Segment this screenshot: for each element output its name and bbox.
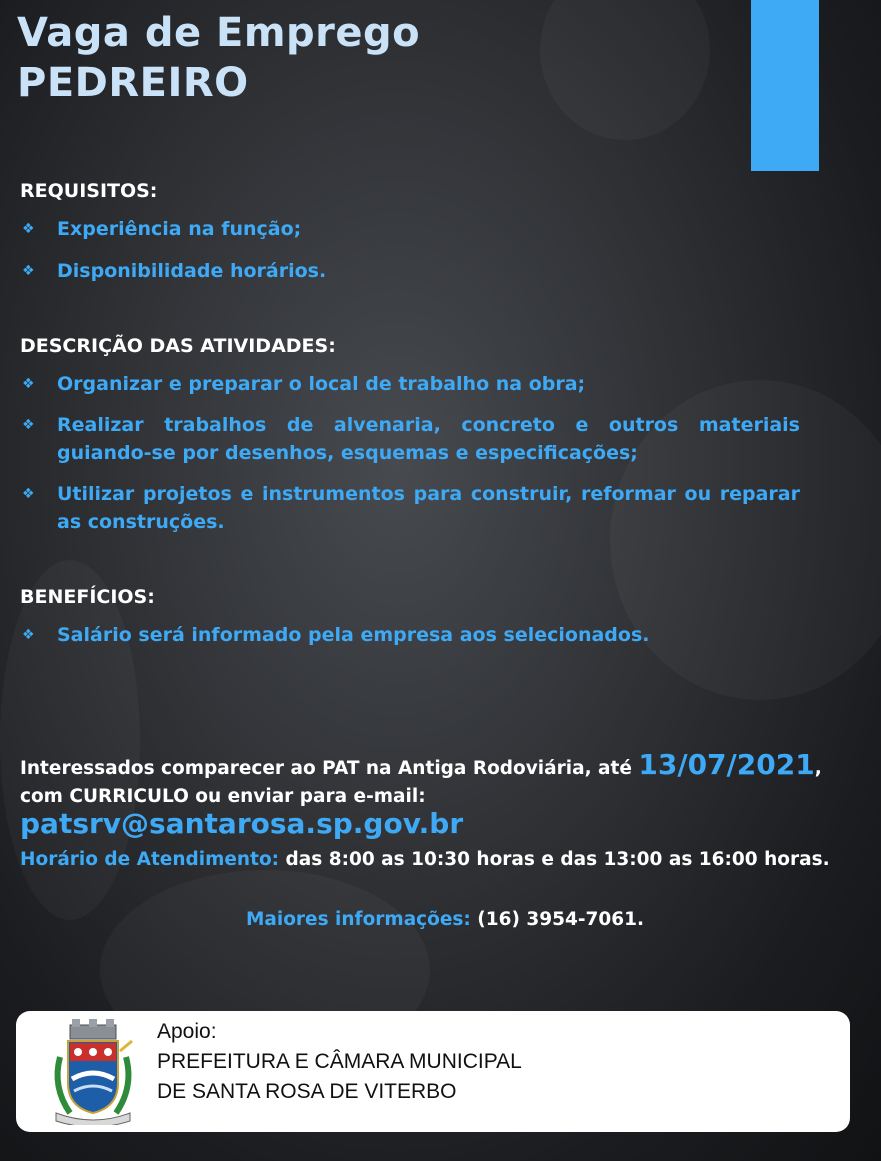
list-item: [20, 411, 800, 467]
email-line: [20, 786, 870, 840]
requirements-list: [20, 215, 800, 285]
benefits-heading: BENEFÍCIOS:: [20, 586, 155, 608]
list-item: [20, 370, 800, 398]
title-line-2: PEDREIRO: [17, 60, 249, 106]
apply-instructions: [20, 748, 870, 781]
support-label: Apoio:: [157, 1020, 217, 1043]
diamond-bullet-icon: ❖: [22, 486, 35, 502]
list-item: [20, 480, 800, 536]
deadline-date: 13/07/2021: [638, 748, 815, 781]
support-line-1: PREFEITURA E CÂMARA MUNICIPAL: [157, 1050, 522, 1073]
hours-line: [20, 849, 870, 870]
list-item-text: Utilizar projetos e instrumentos para construir, reformar ou reparar as construções.: [57, 483, 800, 533]
list-item-text: Organizar e preparar o local de trabalho na obra;: [57, 373, 586, 395]
activities-list: [20, 370, 800, 536]
hours-value: das 8:00 as 10:30 horas e das 13:00 as 16:00 horas.: [285, 849, 830, 870]
email-link[interactable]: patsrv@santarosa.sp.gov.br: [20, 807, 464, 840]
list-item-text: Disponibilidade horários.: [57, 260, 327, 282]
hours-label: Horário de Atendimento:: [20, 849, 280, 870]
diamond-bullet-icon: ❖: [22, 221, 35, 237]
diamond-bullet-icon: ❖: [22, 376, 35, 392]
support-text: [157, 1017, 522, 1107]
info-line: [20, 909, 870, 930]
support-line-2: DE SANTA ROSA DE VITERBO: [157, 1080, 457, 1103]
activities-section: [20, 335, 800, 536]
apply-text: Interessados comparecer ao PAT na Antiga Rodoviária, até: [20, 758, 632, 779]
list-item: [20, 215, 800, 243]
list-item: [20, 621, 800, 649]
accent-bar: [751, 0, 819, 171]
bokeh-circle: [540, 0, 710, 140]
diamond-bullet-icon: ❖: [22, 627, 35, 643]
list-item-text: Salário será informado pela empresa aos selecionados.: [57, 624, 650, 646]
activities-heading: DESCRIÇÃO DAS ATIVIDADES:: [20, 335, 336, 357]
title-line-1: Vaga de Emprego: [17, 10, 421, 56]
info-label: Maiores informações:: [245, 909, 471, 930]
support-box: [16, 1011, 850, 1132]
page-title: [17, 8, 420, 108]
requirements-heading: REQUISITOS:: [20, 180, 158, 202]
email-prompt: com CURRICULO ou enviar para e-mail:: [20, 786, 426, 807]
benefits-list: [20, 621, 800, 649]
list-item-text: Experiência na função;: [57, 218, 302, 240]
list-item: [20, 257, 800, 285]
requirements-section: [20, 180, 800, 285]
diamond-bullet-icon: ❖: [22, 417, 35, 433]
diamond-bullet-icon: ❖: [22, 263, 35, 279]
list-item-text: Realizar trabalhos de alvenaria, concreto e outros materiais guiando-se por desenhos, esquemas e especificações;: [57, 414, 800, 464]
coat-of-arms-icon: [48, 1017, 138, 1125]
apply-text-suffix: ,: [814, 758, 822, 779]
benefits-section: [20, 586, 800, 649]
phone-number[interactable]: (16) 3954-7061.: [477, 909, 645, 930]
